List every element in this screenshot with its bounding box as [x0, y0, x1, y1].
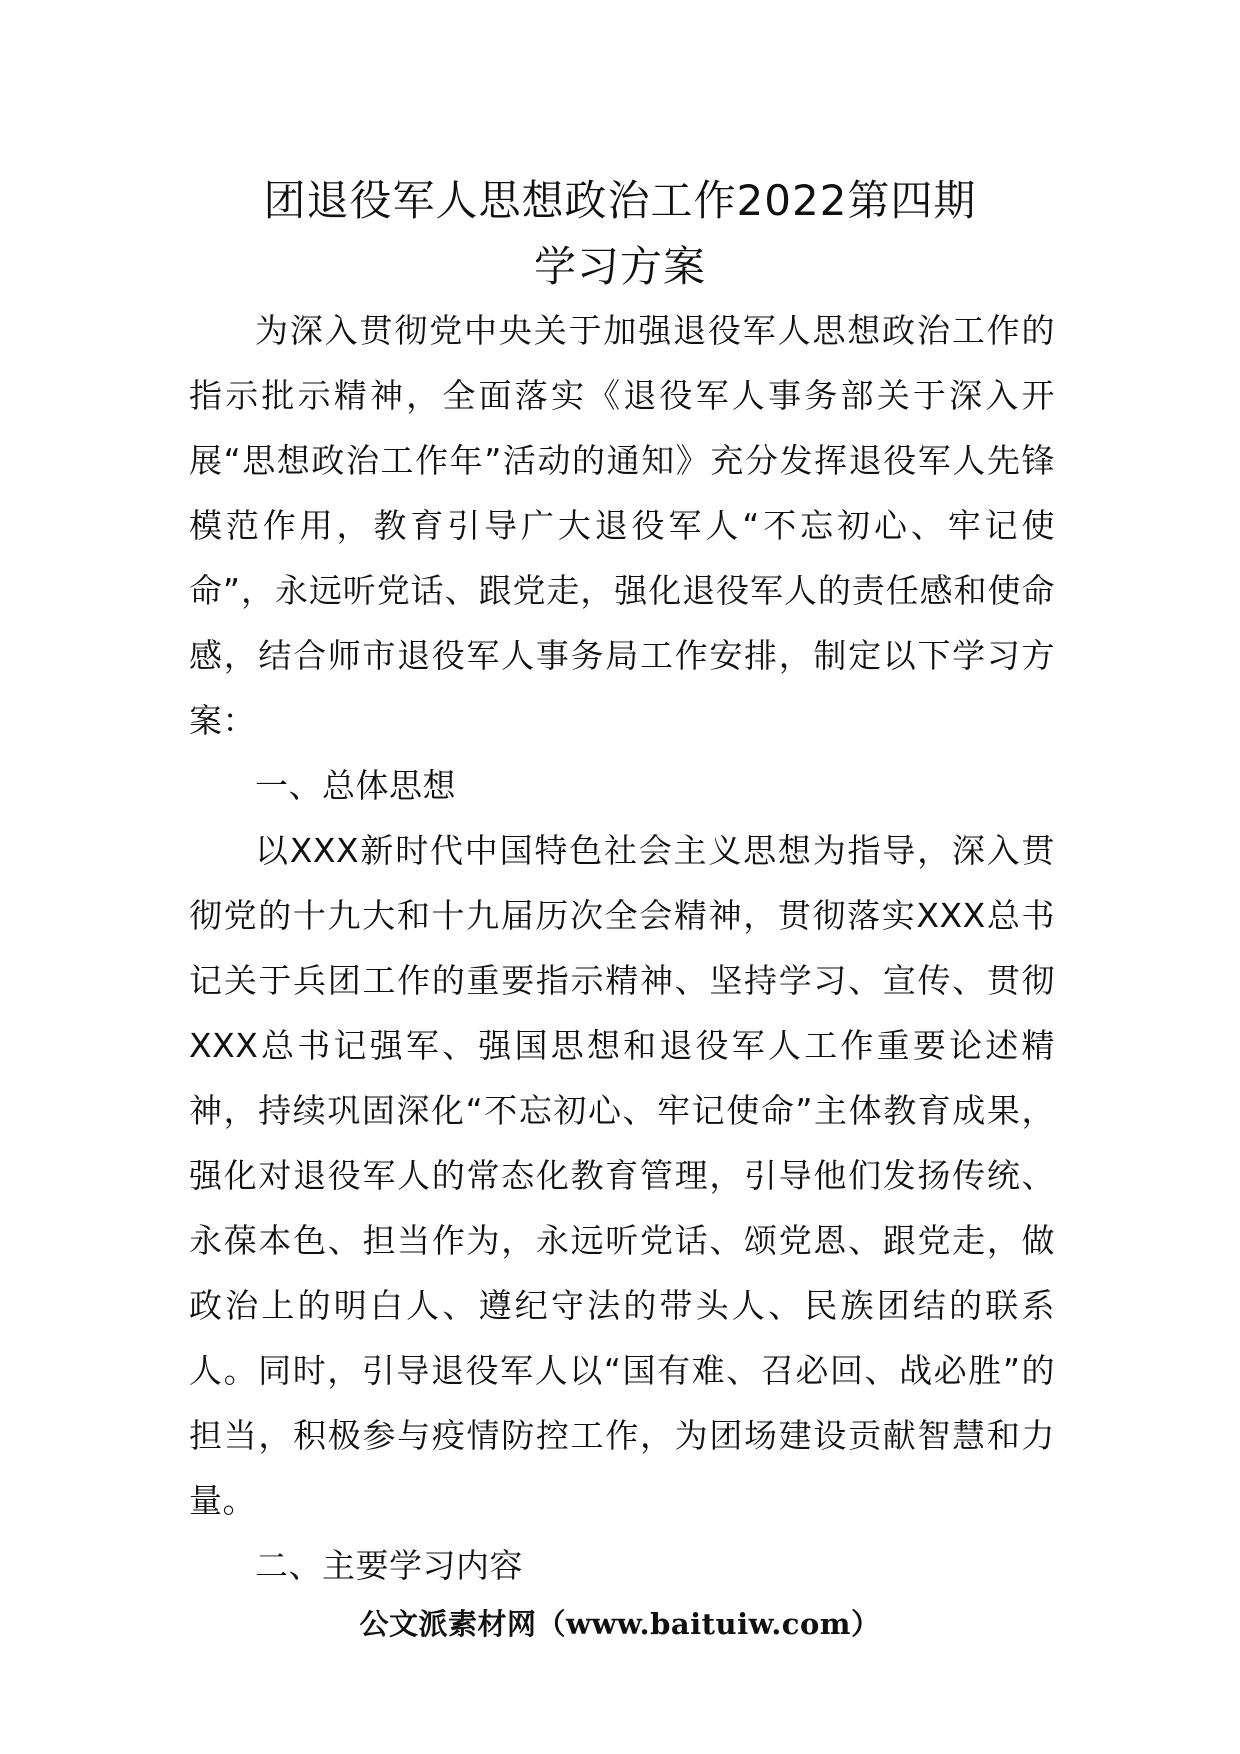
document-title-line2: 学习方案 — [533, 242, 706, 291]
section2-heading: 二、主要学习内容 — [255, 1546, 523, 1585]
document-title-line1: 团退役军人思想政治工作2022第四期 — [263, 176, 977, 225]
document-body — [189, 298, 1055, 1598]
section1-paragraph: 以XXX新时代中国特色社会主义思想为指导，深入贯彻党的十九大和十九届历次全会精神，贯彻落实XXX总书记关于兵团工作的重要指示精神、坚持学习、宣传、贯彻XXX总书记强军、强国思想和退役军人工作重要论述精神，持续巩固深化“不忘初心、牢记使命”主体教育成果，强化对退役军人的常态化教育管理，引导他们发扬传统、永葆本色、担当作为，永远听党话、颂党恩、跟党走，做政治上的明白人、遵纪守法的带头人、民族团结的联系人。同时，引导退役军人以“国有难、召必回、战必胜”的担当，积极参与疫情防控工作，为团场建设贡献智慧和力量。 — [189, 831, 1055, 1520]
footer-watermark: 公文派素材网（www.baituiw.com） — [359, 1607, 881, 1641]
section1-heading: 一、总体思想 — [255, 766, 456, 805]
intro-paragraph: 为深入贯彻党中央关于加强退役军人思想政治工作的指示批示精神，全面落实《退役军人事务部关于深入开展“思想政治工作年”活动的通知》充分发挥退役军人先锋模范作用，教育引导广大退役军人“不忘初心、牢记使命”，永远听党话、跟党走，强化退役军人的责任感和使命感，结合师市退役军人事务局工作安排，制定以下学习方案： — [189, 311, 1055, 740]
